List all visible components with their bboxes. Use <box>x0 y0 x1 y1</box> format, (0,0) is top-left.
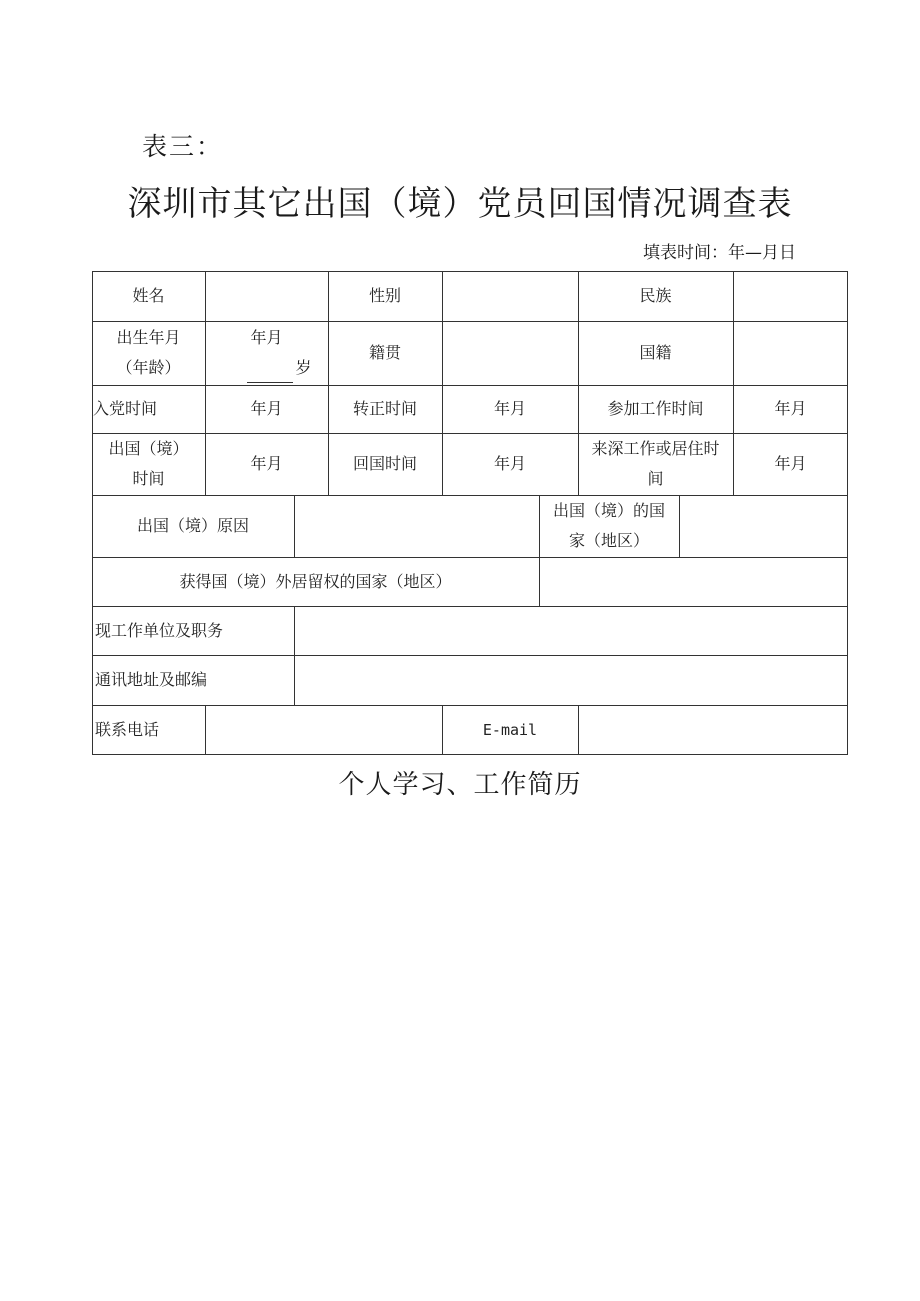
age-suffix: 岁 <box>295 358 312 377</box>
shenzhen-time-label-line2: 间 <box>647 469 664 488</box>
birth-date-label-line2: （年龄） <box>116 358 181 377</box>
return-time-label: 回国时间 <box>352 454 417 473</box>
phone-label: 联系电话 <box>95 720 160 739</box>
table-number-label: 表三： <box>142 132 224 161</box>
birth-date-field[interactable] <box>205 321 328 385</box>
return-time-field[interactable]: 年月 <box>493 454 526 473</box>
nationality-label: 国籍 <box>639 343 672 362</box>
ethnicity-label: 民族 <box>639 286 672 305</box>
fill-date-label: 填表时间：年—月日 <box>643 243 796 263</box>
email-label: E-mail <box>482 721 538 739</box>
age-value <box>221 353 311 383</box>
birth-date-label-line1: 出生年月 <box>116 328 181 347</box>
abroad-time-label-line1: 出国（境） <box>108 439 189 458</box>
abroad-country-field[interactable] <box>679 495 848 557</box>
email-field[interactable] <box>578 705 848 755</box>
abroad-country-label <box>539 495 679 557</box>
address-field[interactable] <box>294 655 848 705</box>
start-work-field[interactable]: 年月 <box>774 399 807 418</box>
nationality-field[interactable] <box>733 321 848 385</box>
residency-country-label: 获得国（境）外居留权的国家（地区） <box>179 571 452 591</box>
gender-field[interactable] <box>442 271 578 321</box>
address-label: 通讯地址及邮编 <box>95 670 208 689</box>
resume-section-title: 个人学习、工作简历 <box>338 770 582 800</box>
native-place-field[interactable] <box>442 321 578 385</box>
residency-country-field[interactable] <box>539 557 848 606</box>
join-party-label: 入党时间 <box>93 399 158 418</box>
age-blank[interactable] <box>247 364 293 383</box>
birth-date-value: 年月 <box>250 328 283 347</box>
abroad-reason-label: 出国（境）原因 <box>136 516 249 535</box>
ethnicity-field[interactable] <box>733 271 848 321</box>
abroad-reason-field[interactable] <box>294 495 539 557</box>
page-title: 深圳市其它出国（境）党员回国情况调查表 <box>127 184 793 224</box>
start-work-label: 参加工作时间 <box>607 399 704 418</box>
abroad-time-field[interactable]: 年月 <box>250 454 283 473</box>
survey-form-table <box>92 271 848 755</box>
join-party-field[interactable]: 年月 <box>250 399 283 418</box>
shenzhen-time-label <box>578 433 733 495</box>
shenzhen-time-label-line1: 来深工作或居住时 <box>591 439 720 458</box>
employer-label: 现工作单位及职务 <box>95 620 224 640</box>
shenzhen-time-field[interactable]: 年月 <box>774 454 807 473</box>
full-member-field[interactable]: 年月 <box>493 399 526 418</box>
name-field[interactable] <box>205 271 328 321</box>
birth-date-label <box>92 321 205 385</box>
full-member-label: 转正时间 <box>352 399 417 418</box>
abroad-country-label-line1: 出国（境）的国 <box>552 501 665 520</box>
abroad-country-label-line2: 家（地区） <box>568 531 649 550</box>
native-place-label: 籍贯 <box>368 343 401 362</box>
abroad-time-label-line2: 时间 <box>132 469 165 488</box>
phone-field[interactable] <box>205 705 442 755</box>
employer-field[interactable] <box>294 606 848 655</box>
abroad-time-label <box>92 433 205 495</box>
name-label: 姓名 <box>132 286 165 305</box>
gender-label: 性别 <box>368 286 401 305</box>
